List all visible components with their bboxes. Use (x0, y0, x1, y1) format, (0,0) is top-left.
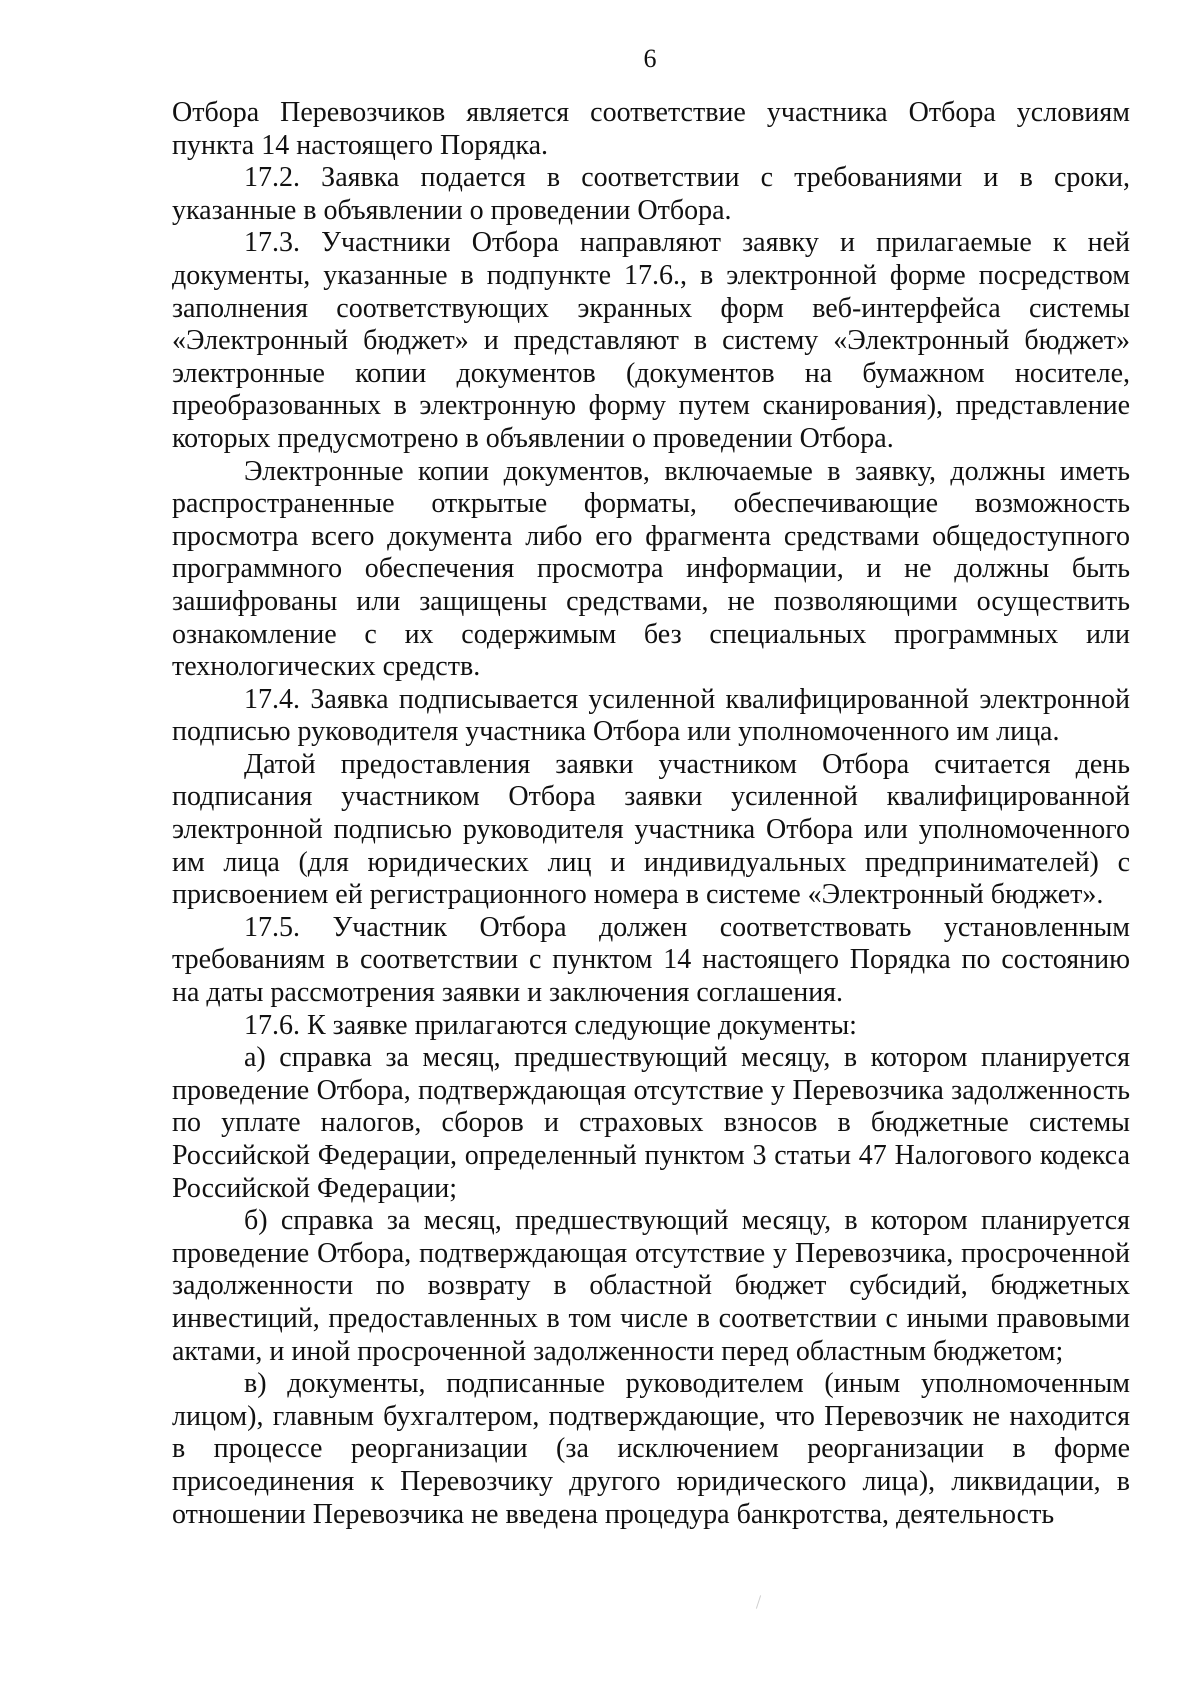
paragraph-electronic-copies: Электронные копии документов, включаемые в заявку, должны иметь распространенные открытые форматы, обеспечивающие возможность просмотра всего документа либо его фрагмента средствами общедоступного программного обеспечения просмотра информации, и не должны быть зашифрованы или защищены средствами, не позволяющими осуществить ознакомление с их содержимым без специальных программных или технологических средств. (172, 455, 1130, 683)
document-body (172, 97, 1130, 1531)
paragraph-17-5: 17.5. Участник Отбора должен соответствовать установленным требованиям в соответствии с пунктом 14 настоящего Порядка по состоянию на даты рассмотрения заявки и заключения соглашения. (172, 911, 1130, 1009)
paragraph-submission-date: Датой предоставления заявки участником Отбора считается день подписания участником Отбора заявки усиленной квалифицированной электронной подписью руководителя участника Отбора или уполномоченного им лица (для юридических лиц и индивидуальных предпринимателей) с присвоением ей регистрационного номера в системе «Электронный бюджет». (172, 748, 1130, 911)
paragraph-17-6: 17.6. К заявке прилагаются следующие документы: (244, 1009, 857, 1041)
paragraph-17-4: 17.4. Заявка подписывается усиленной квалифицированной электронной подписью руководителя участника Отбора или уполномоченного им лица. (172, 683, 1130, 748)
list-item-b: б) справка за месяц, предшествующий месяцу, в котором планируется проведение Отбора, подтверждающая отсутствие у Перевозчика, просроченной задолженности по возврату в областной бюджет субсидий, бюджетных инвестиций, предоставленных в том числе в соответствии с иными правовыми актами, и иной просроченной задолженности перед областным бюджетом; (172, 1205, 1130, 1367)
list-item-v: в) документы, подписанные руководителем (иным уполномоченным лицом), главным бухгалтером, подтверждающие, что Перевозчик не находится в процессе реорганизации (за исключением реорганизации в форме присоединения к Перевозчику другого юридического лица), ликвидации, в отношении Перевозчика не введена процедура банкротства, деятельность (172, 1368, 1130, 1530)
paragraph-continuation: Отбора Перевозчиков является соответствие участника Отбора условиям пункта 14 настоящего Порядка. (172, 97, 1130, 161)
list-item-a: а) справка за месяц, предшествующий месяцу, в котором планируется проведение Отбора, подтверждающая отсутствие у Перевозчика задолженность по уплате налогов, сборов и страховых взносов в бюджетные системы Российской Федерации, определенный пунктом 3 статьи 47 Налогового кодекса Российской Федерации; (172, 1042, 1130, 1204)
scan-artifact (756, 1595, 761, 1609)
page-number: 6 (643, 44, 657, 73)
paragraph-17-2: 17.2. Заявка подается в соответствии с требованиями и в сроки, указанные в объявлении о проведении Отбора. (172, 162, 1130, 226)
paragraph-17-3: 17.3. Участники Отбора направляют заявку и прилагаемые к ней документы, указанные в подпункте 17.6., в электронной форме посредством заполнения соответствующих экранных форм веб-интерфейса системы «Электронный бюджет» и представляют в систему «Электронный бюджет» электронные копии документов (документов на бумажном носителе, преобразованных в электронную форму путем сканирования), представление которых предусмотрено в объявлении о проведении Отбора. (172, 227, 1130, 454)
